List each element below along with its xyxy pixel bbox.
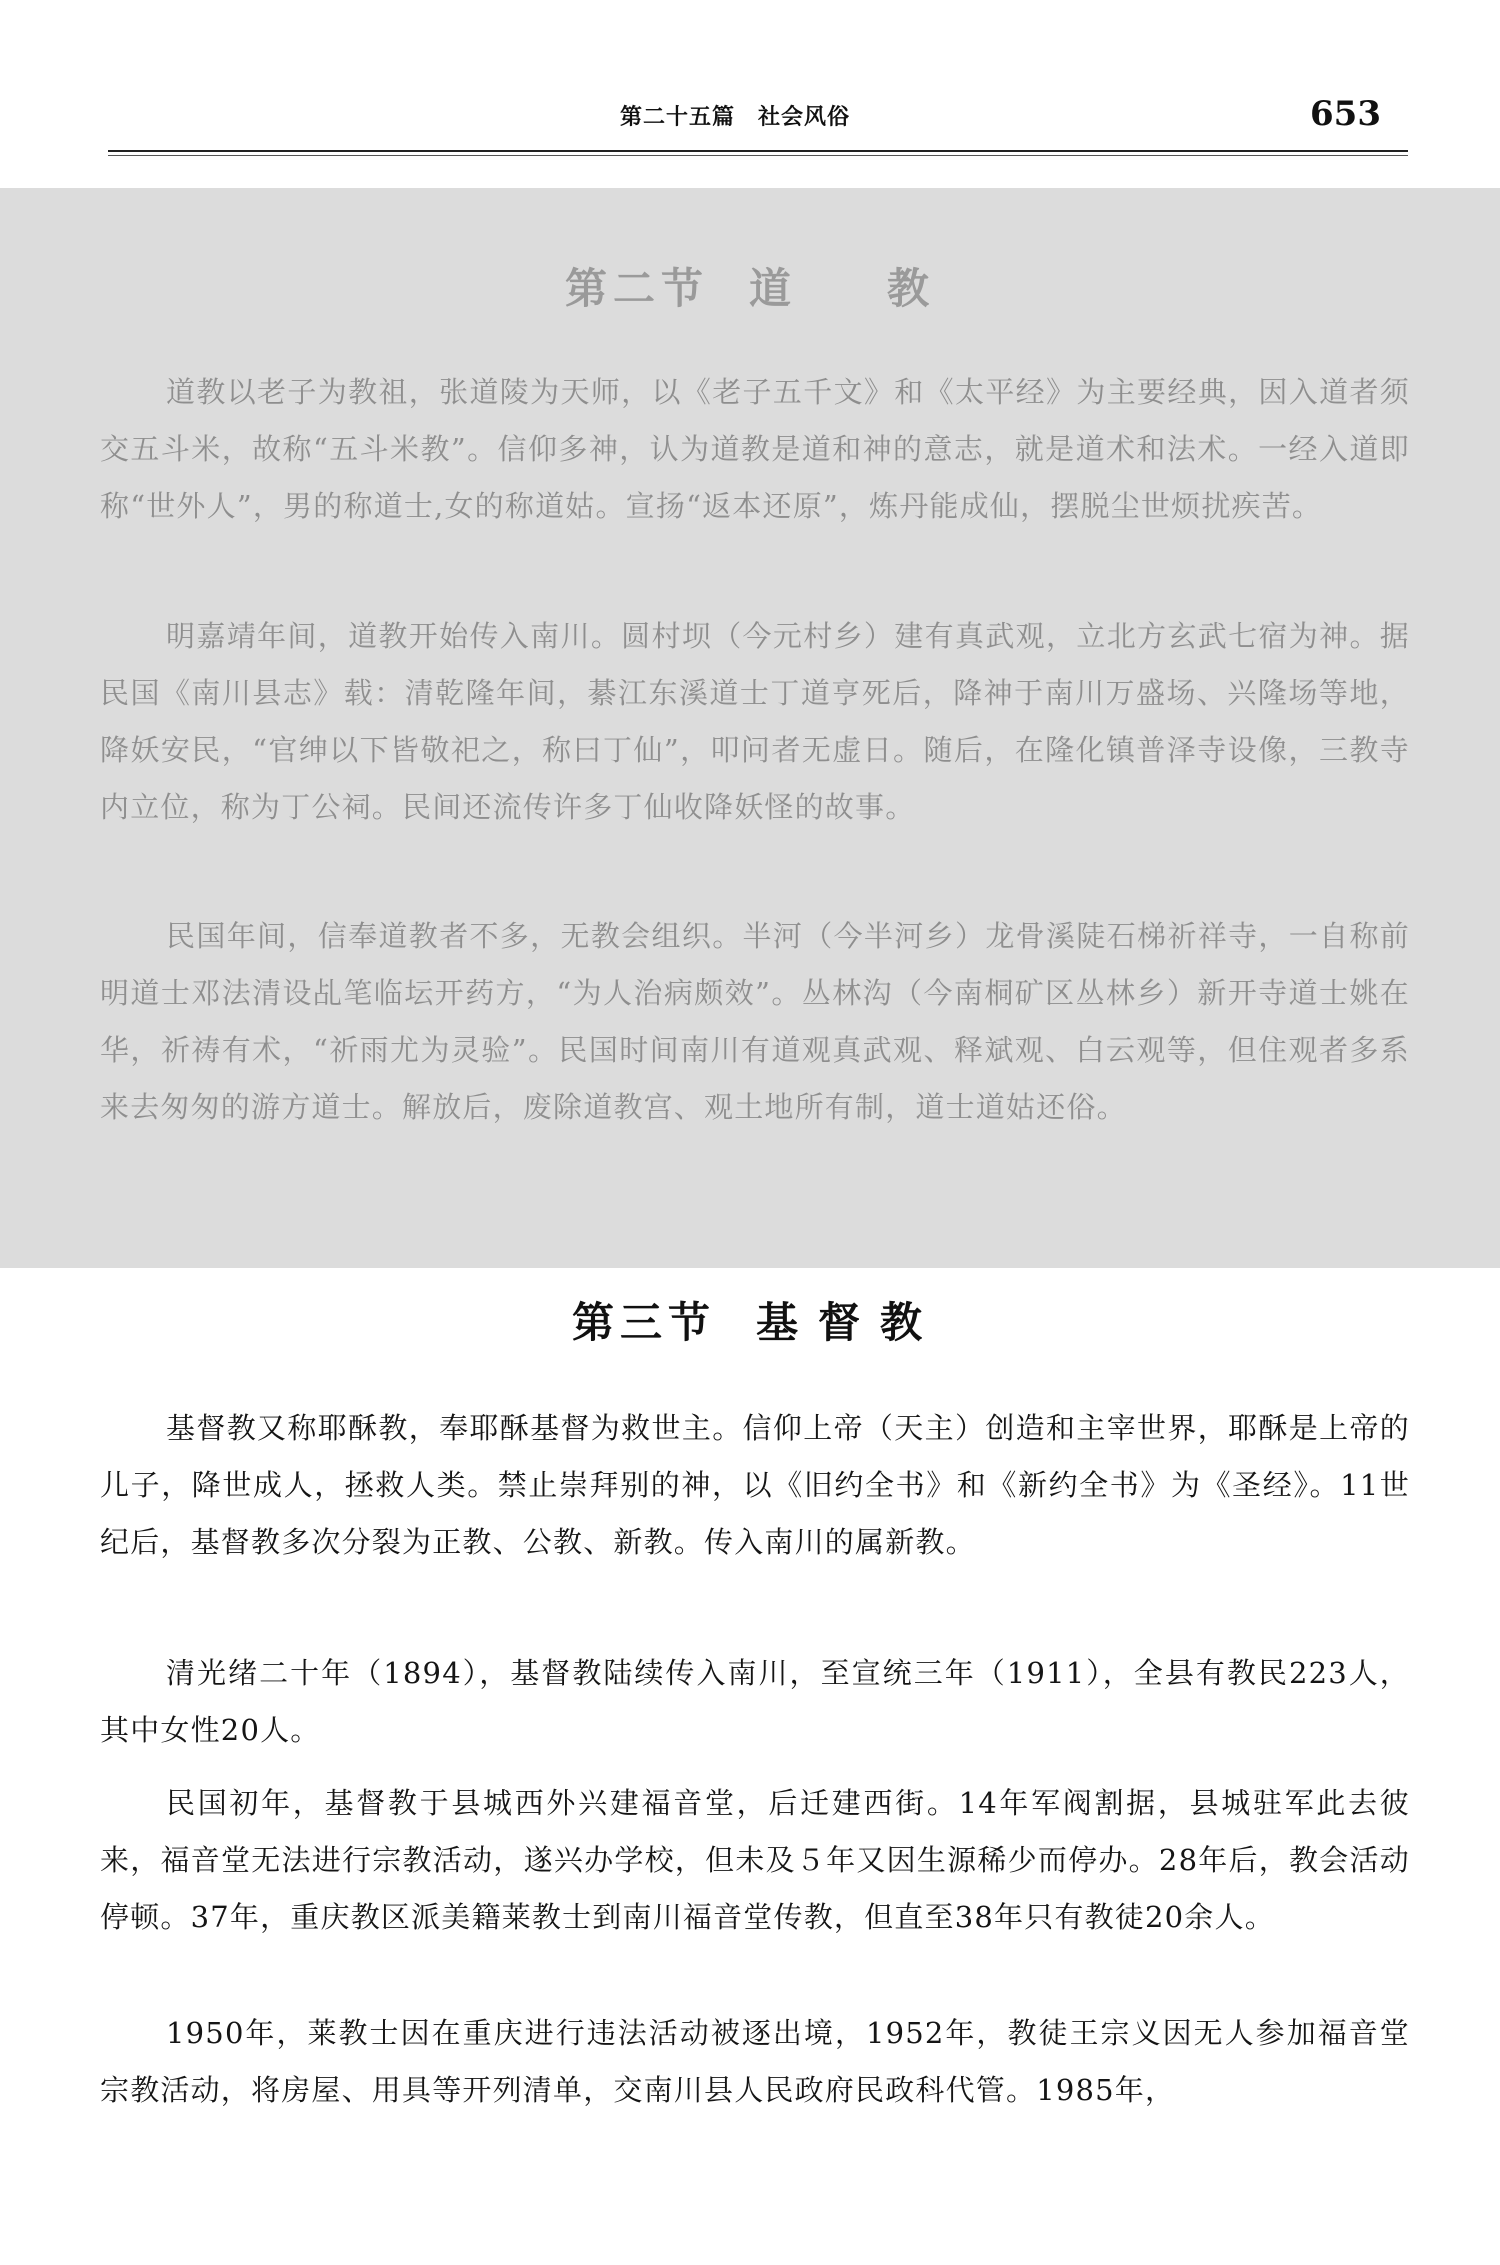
page-number: 653	[1310, 94, 1381, 134]
paragraph: 民国初年，基督教于县城西外兴建福音堂，后迁建西街。14年军阀割据，县城驻军此去彼来，福音堂无法进行宗教活动，遂兴办学校，但未及５年又因生源稀少而停办。28年后，教会活动停顿。37年，重庆教区派美籍莱教士到南川福音堂传教，但直至38年只有教徒20余人。	[100, 1786, 1410, 1934]
running-title: 第二十五篇 社会风俗	[620, 105, 851, 130]
section-title-taoism	[0, 256, 1500, 316]
title-char: 基	[755, 1298, 804, 1347]
title-char: 督	[818, 1298, 867, 1347]
paragraph: 道教以老子为教祖，张道陵为天师，以《老子五千文》和《太平经》为主要经典，因入道者须交五斗米，故称“五斗米教”。信仰多神，认为道教是道和神的意志，就是道术和法术。一经入道即称“世外人”，男的称道士,女的称道姑。宣扬“返本还原”，炼丹能成仙，摆脱尘世烦扰疾苦。	[100, 375, 1410, 523]
section-number: 第二节	[564, 264, 709, 313]
header-rule-thin	[108, 155, 1408, 156]
section-taoism-highlight	[0, 188, 1500, 1268]
title-char: 教	[880, 1298, 929, 1347]
paragraph: 清光绪二十年（1894），基督教陆续传入南川，至宣统三年（1911），全县有教民223人，其中女性20人。	[100, 1656, 1410, 1747]
paragraph: 基督教又称耶酥教，奉耶酥基督为救世主。信仰上帝（天主）创造和主宰世界，耶酥是上帝的儿子，降世成人，拯救人类。禁止崇拜别的神，以《旧约全书》和《新约全书》为《圣经》。11世纪后，基督教多次分裂为正教、公教、新教。传入南川的属新教。	[100, 1411, 1410, 1559]
title-char: 道	[748, 264, 797, 313]
paragraph: 明嘉靖年间，道教开始传入南川。圆村坝（今元村乡）建有真武观，立北方玄武七宿为神。据民国《南川县志》载：清乾隆年间，綦江东溪道士丁道亨死后，降神于南川万盛场、兴隆场等地，降妖安民，“官绅以下皆敬祀之，称曰丁仙”，叩问者无虚日。随后，在隆化镇普泽寺设像，三教寺内立位，称为丁公祠。民间还流传许多丁仙收降妖怪的故事。	[100, 619, 1410, 824]
section-number: 第三节	[571, 1298, 716, 1347]
header-rule	[108, 150, 1408, 152]
section-title-christianity	[0, 1290, 1500, 1350]
title-char: 教	[887, 264, 936, 313]
running-header	[0, 94, 1500, 140]
paragraph: 1950年，莱教士因在重庆进行违法活动被逐出境，1952年，教徒王宗义因无人参加福音堂宗教活动，将房屋、用具等开列清单，交南川县人民政府民政科代管。1985年，	[100, 2016, 1410, 2107]
paragraph: 民国年间，信奉道教者不多，无教会组织。半河（今半河乡）龙骨溪陡石梯祈祥寺，一自称前明道士邓法清设乩笔临坛开药方，“为人治病颇效”。丛林沟（今南桐矿区丛林乡）新开寺道士姚在华，祈祷有术，“祈雨尤为灵验”。民国时间南川有道观真武观、释斌观、白云观等，但住观者多系来去匆匆的游方道士。解放后，废除道教宫、观土地所有制，道士道姑还俗。	[100, 919, 1410, 1124]
